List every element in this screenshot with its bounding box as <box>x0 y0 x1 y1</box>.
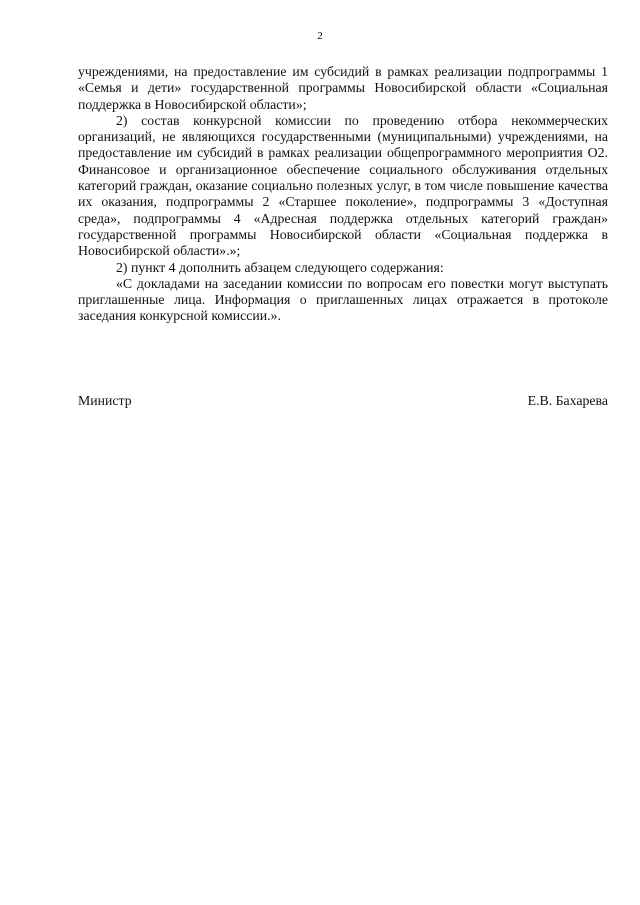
signatory-name: Е.В. Бахарева <box>527 393 608 408</box>
paragraph-continuation: учреждениями, на предоставление им субсидий в рамках реализации подпрограммы 1 «Семья и дети» государственной программы Новосибирской области «Социальная поддержка в Новосибирской области»; <box>78 64 608 112</box>
paragraph-commission-composition: 2) состав конкурсной комиссии по проведению отбора некоммерческих организаций, не являющихся государственными (муниципальными) учреждениями, на предоставление им субсидий в рамках реализации общепрограммного мероприятия О2. Финансовое и организационное обеспечение социального обслуживания отдельных категорий граждан, оказание социально полезных услуг, в том числе повышение качества их оказания, подпрограммы 2 «Старшее поколение», подпрограммы 3 «Доступная среда», подпрограммы 4 «Адресная поддержка отдельных категорий граждан» государственной программы Новосибирской области «Социальная поддержка в Новосибирской области».»; <box>78 112 608 259</box>
signatory-position: Министр <box>78 393 132 408</box>
signature-block <box>78 393 608 409</box>
paragraph-quoted-addition: «С докладами на заседании комиссии по вопросам его повестки могут выступать приглашенные лица. Информация о приглашенных лицах отражается в протоколе заседания конкурсной комиссии.». <box>78 275 608 324</box>
document-body <box>78 64 608 325</box>
paragraph-point-4-amendment: 2) пункт 4 дополнить абзацем следующего содержания: <box>116 259 444 275</box>
page-number: 2 <box>317 30 323 42</box>
